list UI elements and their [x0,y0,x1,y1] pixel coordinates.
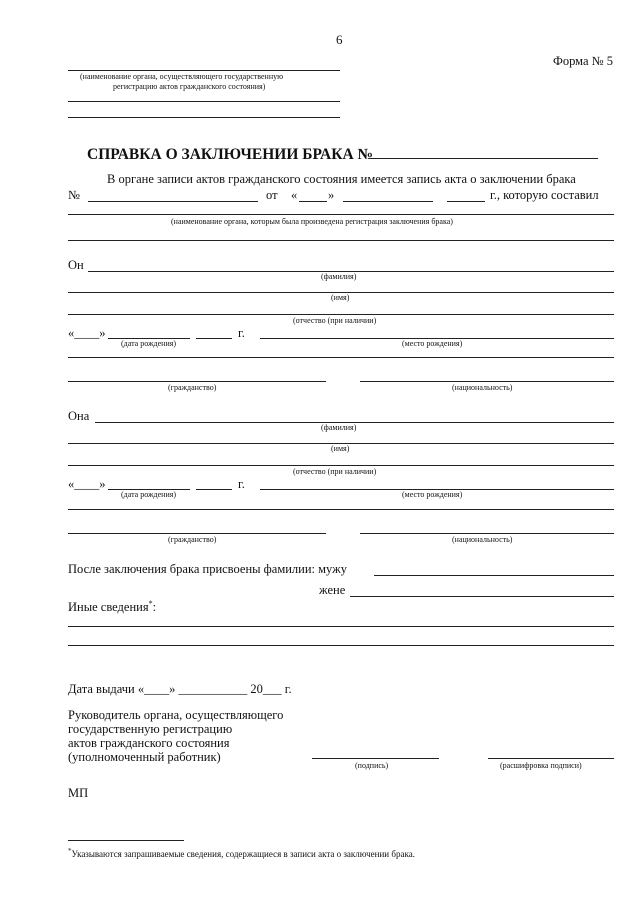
he-birthdate-caption: (дата рождения) [121,339,177,348]
other-info-line-1[interactable] [68,626,614,627]
form-label: Форма № 5 [553,54,613,68]
other-info-label: Иные сведения*: [68,599,157,615]
head-line-4: (уполномоченный работник) [68,750,221,764]
quote-close: » [328,188,335,202]
signature-line[interactable] [312,758,439,759]
head-line-3: актов гражданского состояния [68,736,230,750]
she-label: Она [68,409,90,423]
she-birthplace-line-2[interactable] [68,509,614,510]
she-birthdate-year-line[interactable] [196,489,232,490]
wife-surname-line[interactable] [350,596,614,597]
she-patronymic-caption: (отчество (при наличии) [293,467,377,476]
footnote-text: Указываются запрашиваемые сведения, содержащиеся в записи акта о заключении брака. [71,849,415,859]
he-citizenship-line[interactable] [68,381,326,382]
he-citizenship-caption: (гражданство) [168,383,217,392]
registration-organ-line[interactable] [68,214,614,215]
he-name-caption: (имя) [331,293,350,302]
certificate-number-line[interactable] [370,158,598,159]
footnote-divider [68,840,184,841]
husband-surname-line[interactable] [374,575,614,576]
record-month-line[interactable] [343,201,433,202]
organ-caption-line2: регистрацию актов гражданского состояния) [113,82,266,91]
he-nationality-caption: (национальность) [452,383,513,392]
she-surname-caption: (фамилия) [321,423,357,432]
organ-name-line[interactable] [68,70,340,71]
organ-name-line-2[interactable] [68,101,340,102]
page-number: 6 [336,32,343,47]
he-birthplace-line-2[interactable] [68,357,614,358]
she-citizenship-caption: (гражданство) [168,535,217,544]
signature-decoding-line[interactable] [488,758,614,759]
she-birthdate-year-suffix: г. [238,477,245,491]
he-birthplace-caption: (место рождения) [402,339,463,348]
footnote [68,848,415,859]
she-birthplace-caption: (место рождения) [402,490,463,499]
he-nationality-line[interactable] [360,381,614,382]
he-birthdate-day[interactable]: «____» [68,326,106,340]
record-year-line[interactable] [447,201,485,202]
quote-open: « [291,188,298,202]
he-surname-caption: (фамилия) [321,272,357,281]
she-birthdate-caption: (дата рождения) [121,490,177,499]
record-day-line[interactable] [299,201,327,202]
issue-date-text[interactable]: Дата выдачи «____» ___________ 20___ г. [68,682,292,696]
other-info-line-2[interactable] [68,645,614,646]
document-title: СПРАВКА О ЗАКЛЮЧЕНИИ БРАКА № [87,146,374,163]
wife-label: жене [319,583,346,597]
number-sign: № [68,188,80,202]
signature-caption: (подпись) [355,761,389,770]
head-line-2: государственную регистрацию [68,722,233,736]
registration-organ-line-2[interactable] [68,240,614,241]
signature-decoding-caption: (расшифровка подписи) [500,761,582,770]
organ-name-line-3[interactable] [68,117,340,118]
he-label: Он [68,258,84,272]
footnote-asterisk: * [68,847,72,855]
head-line-1: Руководитель органа, осуществляющего [68,708,284,722]
he-birthdate-year-suffix: г. [238,326,245,340]
she-nationality-line[interactable] [360,533,614,534]
she-nationality-caption: (национальность) [452,535,513,544]
he-patronymic-line[interactable] [68,314,614,315]
year-tail-text: г., которую составил [490,188,599,202]
intro-text: В органе записи актов гражданского состояния имеется запись акта о заключении брака [107,172,576,186]
other-info-asterisk: * [148,599,153,608]
organ-caption-line1: (наименование органа, осуществляющего государственную [80,72,284,81]
she-patronymic-line[interactable] [68,465,614,466]
he-birthdate-year-line[interactable] [196,338,232,339]
record-number-line[interactable] [88,201,258,202]
she-name-caption: (имя) [331,444,350,453]
surnames-assigned-text: После заключения брака присвоены фамилии: мужу [68,562,348,576]
stamp-label: МП [68,786,89,800]
she-birthdate-day[interactable]: «____» [68,477,106,491]
she-citizenship-line[interactable] [68,533,326,534]
from-label: от [266,188,278,202]
registration-organ-caption: (наименование органа, которым была произведена регистрация заключения брака) [171,217,453,226]
he-patronymic-caption: (отчество (при наличии) [293,316,377,325]
